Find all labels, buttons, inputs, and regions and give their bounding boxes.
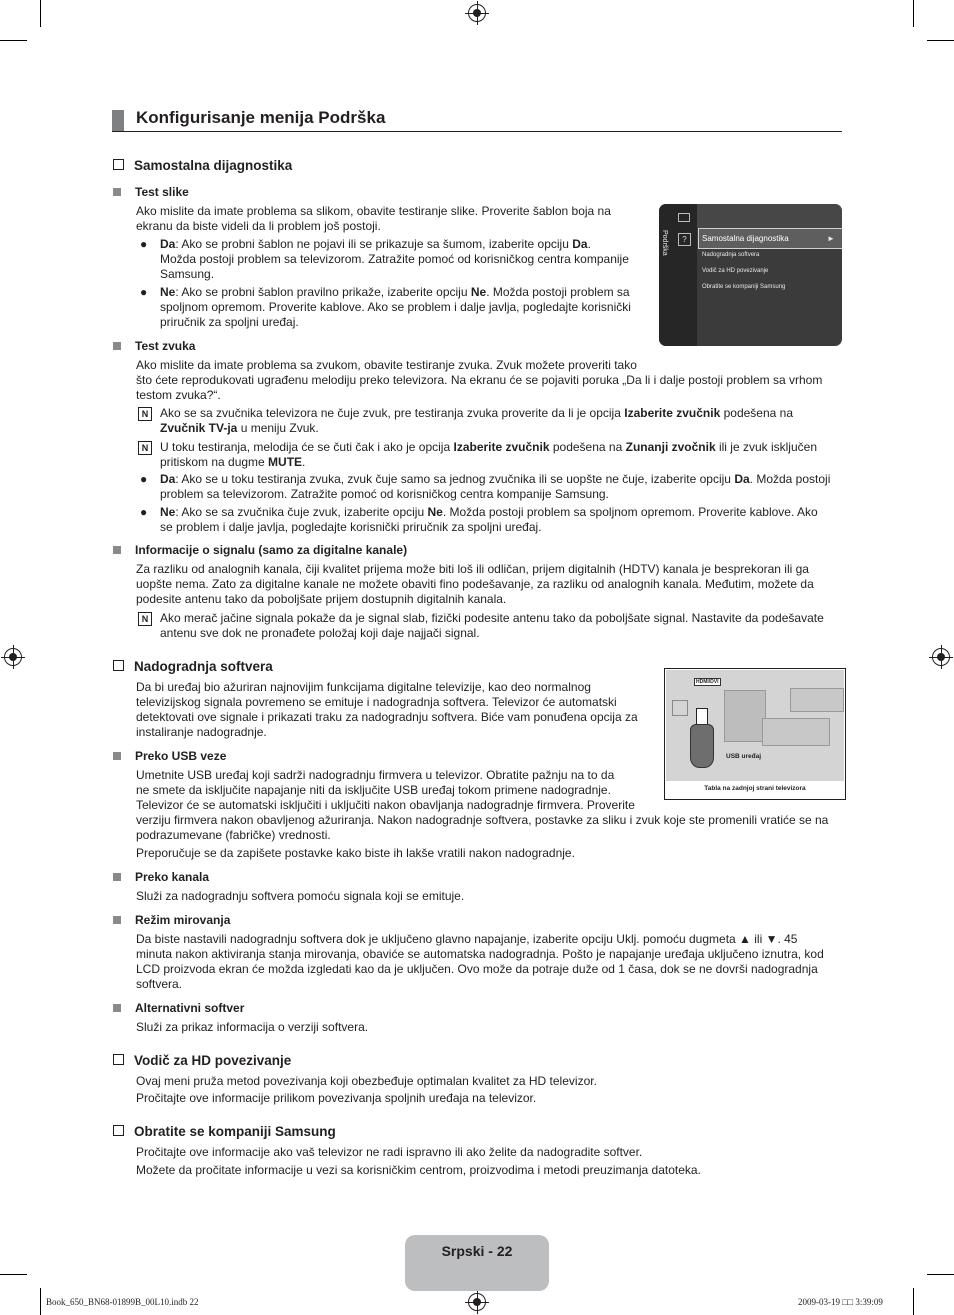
crop-mark: [0, 1274, 27, 1275]
paragraph: Da bi uređaj bio ažuriran najnovijim funkcijama digitalne televizije, kao deo normalnog televizijskog signala povremeno se emituje i nadogradnja softvera. Televizor će automatski detektovati ove signale i prikazati traku za nadogradnju softvera. Biće vam ponuđena opcija za instaliranje nadogradnje.: [136, 680, 638, 739]
registration-mark-icon: [4, 648, 22, 666]
crop-mark: [40, 1288, 41, 1315]
print-date-info: 2009-03-19 □□ 3:39:09: [798, 1297, 883, 1307]
crop-mark: [913, 0, 914, 27]
note-text: U toku testiranja, melodija će se čuti čak i ako je opcija Izaberite zvučnik podešena na Zunanji zvočnik ili je zvuk isključen pritiskom na dugme MUTE.: [160, 440, 817, 469]
help-icon: ?: [678, 233, 691, 246]
checkbox-bullet-icon: [113, 1054, 124, 1065]
note-text: Ako se sa zvučnika televizora ne čuje zvuk, pre testiranja zvuka proverite da li je opcija Izaberite zvučnik podešena na Zvučnik TV-ja u meniju Zvuk.: [160, 406, 794, 435]
page-title: Konfigurisanje menija Podrška: [136, 108, 386, 127]
square-bullet-icon: [113, 1004, 121, 1012]
crop-mark: [40, 0, 41, 27]
usb-device-label: USB uređaj: [726, 753, 762, 760]
menu-sidebar: [659, 204, 697, 346]
crop-mark: [927, 40, 954, 41]
square-bullet-icon: [113, 342, 121, 350]
menu-arrow-icon: ►: [827, 234, 835, 243]
section-heading: Obratite se kompaniji Samsung: [113, 1124, 336, 1139]
checkbox-bullet-icon: [113, 159, 124, 170]
square-bullet-icon: [113, 916, 121, 924]
registration-mark-icon: [932, 648, 950, 666]
support-menu-screenshot: [659, 204, 842, 346]
registration-mark-icon: [468, 1293, 486, 1311]
paragraph: Ako mislite da imate problema sa zvukom, obavite testiranje zvuka. Zvuk možete proveriti tako što ćete reprodukovati ugrađenu melodiju preko televizora. Na ekranu će se pojaviti poruka „Da li i dalje postoji problem sa vrhom testom zvuka?“.: [136, 358, 823, 402]
menu-item-label: Samostalna dijagnostika: [702, 234, 789, 243]
note-icon: N: [138, 612, 152, 626]
port-label: HDMI/DVI: [696, 679, 719, 685]
bullet-icon: ●: [140, 505, 148, 519]
bullet-item: Da: Ako se u toku testiranja zvuka, zvuk čuje samo sa jednog zvučnika ili se uopšte ne čuje, izaberite opciju Da. Možda postoji problem sa televizorom. Zatražite pomoć od korisničkog centra kompanije Samsung.: [160, 472, 831, 501]
title-rule: [112, 131, 842, 132]
menu-item-label[interactable]: Vodič za HD povezivanje: [702, 268, 769, 274]
subsection-heading: Alternativni softver: [113, 1001, 244, 1015]
crop-mark: [0, 40, 27, 41]
subsection-heading: Režim mirovanja: [113, 913, 230, 927]
tv-back-panel-image: [666, 670, 844, 781]
square-bullet-icon: [113, 188, 121, 196]
paragraph: Pročitajte ove informacije ako vaš televizor ne radi ispravno ili ako želite da nadogradite softver. Možete da pročitate informacije u vezi sa korisničkim centrom, proizvodima i metodi preuzimanja datoteka.: [136, 1145, 701, 1177]
subsection-heading: Test zvuka: [113, 339, 195, 353]
port-group: [672, 700, 688, 716]
bullet-icon: ●: [140, 237, 148, 251]
bullet-icon: ●: [140, 285, 148, 299]
menu-item-label[interactable]: Obratite se kompaniji Samsung: [702, 284, 786, 290]
section-heading: Samostalna dijagnostika: [113, 158, 292, 173]
section-heading: Vodič za HD povezivanje: [113, 1053, 291, 1068]
subsection-heading: Informacije o signalu (samo za digitalne kanale): [113, 543, 407, 557]
port-group: [790, 688, 844, 712]
crop-mark: [927, 1274, 954, 1275]
paragraph: Ovaj meni pruža metod povezivanja koji obezbeđuje optimalan kvalitet za HD televizor. Pročitajte ove informacije prilikom povezivanja spoljnih uređaja na televizor.: [136, 1074, 597, 1105]
note-text: Ako merač jačine signala pokaže da je signal slab, fizički podesite antenu tako da poboljšate signal. Nastavite da podešavate antenu sve dok ne pronađete položaj koji daje najjači signal.: [160, 611, 824, 640]
note-icon: N: [138, 441, 152, 455]
note-icon: N: [138, 407, 152, 421]
section-heading: Nadogradnja softvera: [113, 659, 273, 674]
paragraph: Za razliku od analognih kanala, čiji kvalitet prijema može biti loš ili odličan, prijem digitalnih (HDTV) kanala je besprekoran ili ga uopšte nema. Zato za digitalne kanale ne možete obaviti fino podešavanje, za razliku od analognih kanala. Međutim, možete da podesite antenu tako da poboljšate prijem dostupnih digitalnih kanala.: [136, 562, 814, 606]
subsection-heading: Preko USB veze: [113, 749, 226, 763]
registration-mark-icon: [468, 4, 486, 22]
bullet-item: Da: Ako se probni šablon ne pojavi ili se prikazuje sa šumom, izaberite opciju Da. Možda postoji problem sa televizorom. Zatražite pomoć od korisničkog centra kompanije Samsung.: [160, 237, 629, 281]
checkbox-bullet-icon: [113, 660, 124, 671]
paragraph: Služi za prikaz informacija o verziji softvera.: [136, 1020, 369, 1034]
square-bullet-icon: [113, 546, 121, 554]
paragraph: Da biste nastavili nadogradnju softvera dok je uključeno glavno napajanje, izaberite opciju Uklj. pomoću dugmeta ▲ ili ▼. 45 minuta nakon aktiviranja stanja mirovanja, obaviće se automatska nadogradnja. Pošto je napajanje uređaja uključeno iznutra, kod LCD proizvoda ekran će možda izgledati kao da je uključen. Ovo može da potraje duže od 1 časa, dok se ne dovrši nadogradnja softvera.: [136, 932, 824, 991]
menu-header: [697, 204, 842, 228]
port-group: [762, 718, 830, 746]
bullet-icon: ●: [140, 472, 148, 486]
crop-mark: [913, 1288, 914, 1315]
subsection-heading: Preko kanala: [113, 870, 209, 884]
paragraph: Služi za nadogradnju softvera pomoću signala koji se emituje.: [136, 889, 465, 903]
port-group: [724, 690, 766, 742]
print-file-info: Book_650_BN68-01899B_00L10.indb 22: [46, 1297, 199, 1307]
title-bar-marker: [112, 110, 124, 132]
menu-item-label[interactable]: Nadogradnja softvera: [702, 252, 760, 258]
usb-stick-icon: [690, 724, 714, 768]
menu-side-label: Podrška: [661, 230, 668, 256]
checkbox-bullet-icon: [113, 1125, 124, 1136]
paragraph: Ako mislite da imate problema sa slikom, obavite testiranje slike. Proverite šablon boja na ekranu da biste videli da li problem još postoji.: [136, 204, 611, 233]
bullet-item: Ne: Ako se probni šablon pravilno prikaže, izaberite opciju Ne. Možda postoji problem sa spoljnom opremom. Proverite kablove. Ako se problem i dalje javlja, pogledajte korisnički priručnik za spoljni uređaj.: [160, 285, 631, 329]
paragraph: Umetnite USB uređaj koji sadrži nadogradnju firmvera u televizor. Obratite pažnju na to da ne smete da isključite napajanje niti da isključite USB uređaj tokom primene nadogradnje. Televizor će se automatski isključiti i uključiti nakon obavljanja nadogradnje firmvera. Proverite verziju firmvera nakon obavljenog ažuriranja. Nakon nadogradnje softvera, postavke za sliku i zvuk koje ste promenili vratiće se na podrazumevane (fabričke) vrednosti. Preporučuje se da zapišete postavke kako biste ih lakše vratili nakon nadogradnje.: [136, 768, 829, 860]
tv-icon: [678, 213, 690, 222]
bullet-item: Ne: Ako se sa zvučnika čuje zvuk, izaberite opciju Ne. Možda postoji problem sa spoljnom opremom. Proverite kablove. Ako se problem i dalje javlja, pogledajte korisnički priručnik za spoljni uređaj.: [160, 505, 818, 534]
square-bullet-icon: [113, 752, 121, 760]
square-bullet-icon: [113, 873, 121, 881]
page-number: Srpski - 22: [441, 1243, 513, 1259]
figure-caption: Tabla na zadnjoj strani televizora: [704, 785, 806, 792]
subsection-heading: Test slike: [113, 185, 189, 199]
